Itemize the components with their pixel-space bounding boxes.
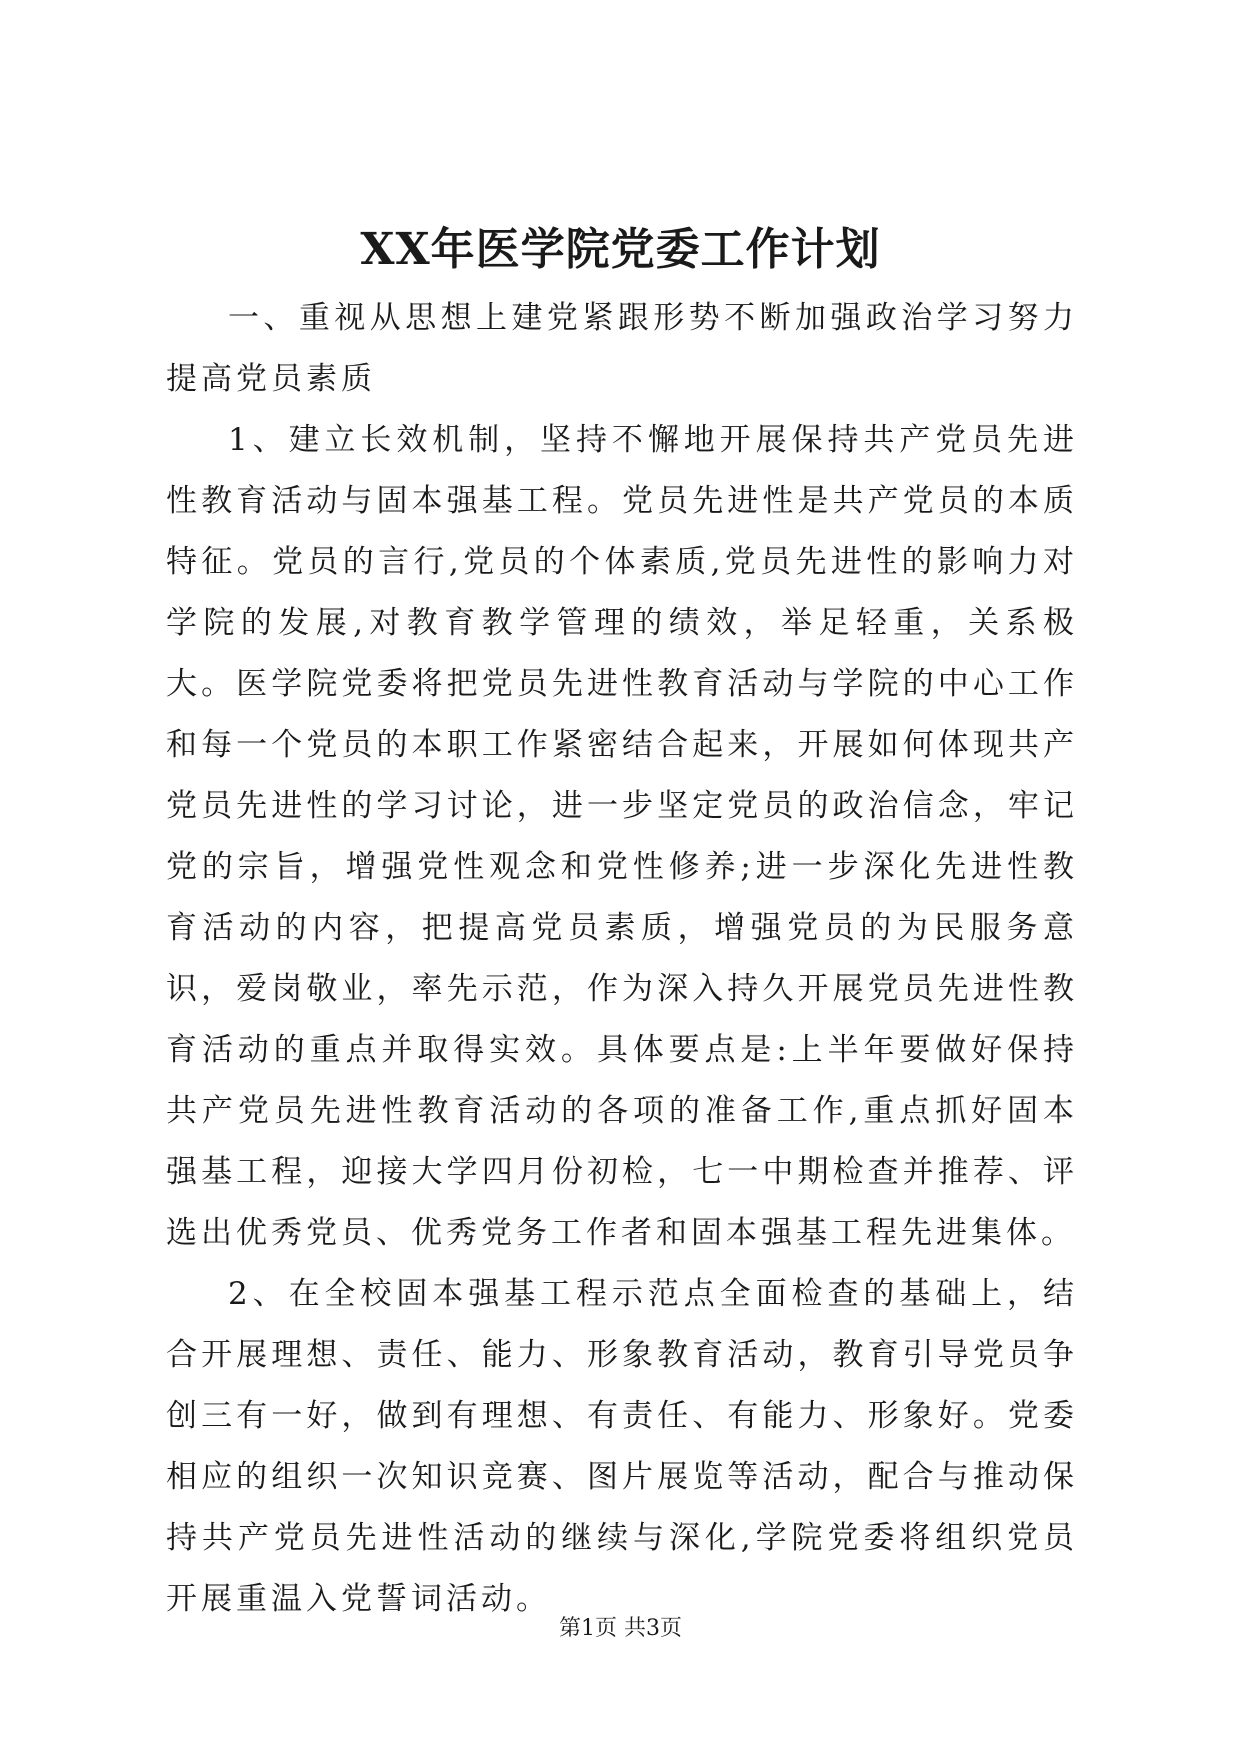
document-body bbox=[166, 288, 1078, 1630]
document-title: XX年医学院党委工作计划 bbox=[360, 224, 881, 275]
paragraph-item-1: 1、建立长效机制，坚持不懈地开展保持共产党员先进性教育活动与固本强基工程。党员先进性是共产党员的本质特征。党员的言行,党员的个体素质,党员先进性的影响力对学院的发展,对教育教学管理的绩效，举足轻重，关系极大。医学院党委将把党员先进性教育活动与学院的中心工作和每一个党员的本职工作紧密结合起来，开展如何体现共产党员先进性的学习讨论，进一步坚定党员的政治信念，牢记党的宗旨，增强党性观念和党性修养;进一步深化先进性教育活动的内容，把提高党员素质，增强党员的为民服务意识，爱岗敬业，率先示范，作为深入持久开展党员先进性教育活动的重点并取得实效。具体要点是:上半年要做好保持共产党员先进性教育活动的各项的准备工作,重点抓好固本强基工程，迎接大学四月份初检，七一中期检查并推荐、评选出优秀党员、优秀党务工作者和固本强基工程先进集体。 bbox=[166, 422, 1078, 1251]
page-number-footer: 第1页 共3页 bbox=[559, 1616, 682, 1641]
paragraph-item-2: 2、在全校固本强基工程示范点全面检查的基础上，结合开展理想、责任、能力、形象教育活动，教育引导党员争创三有一好，做到有理想、有责任、有能力、形象好。党委相应的组织一次知识竞赛、图片展览等活动，配合与推动保持共产党员先进性活动的继续与深化,学院党委将组织党员开展重温入党誓词活动。 bbox=[166, 1276, 1078, 1617]
paragraph-section-heading: 一、重视从思想上建党紧跟形势不断加强政治学习努力提高党员素质 bbox=[166, 300, 1078, 397]
